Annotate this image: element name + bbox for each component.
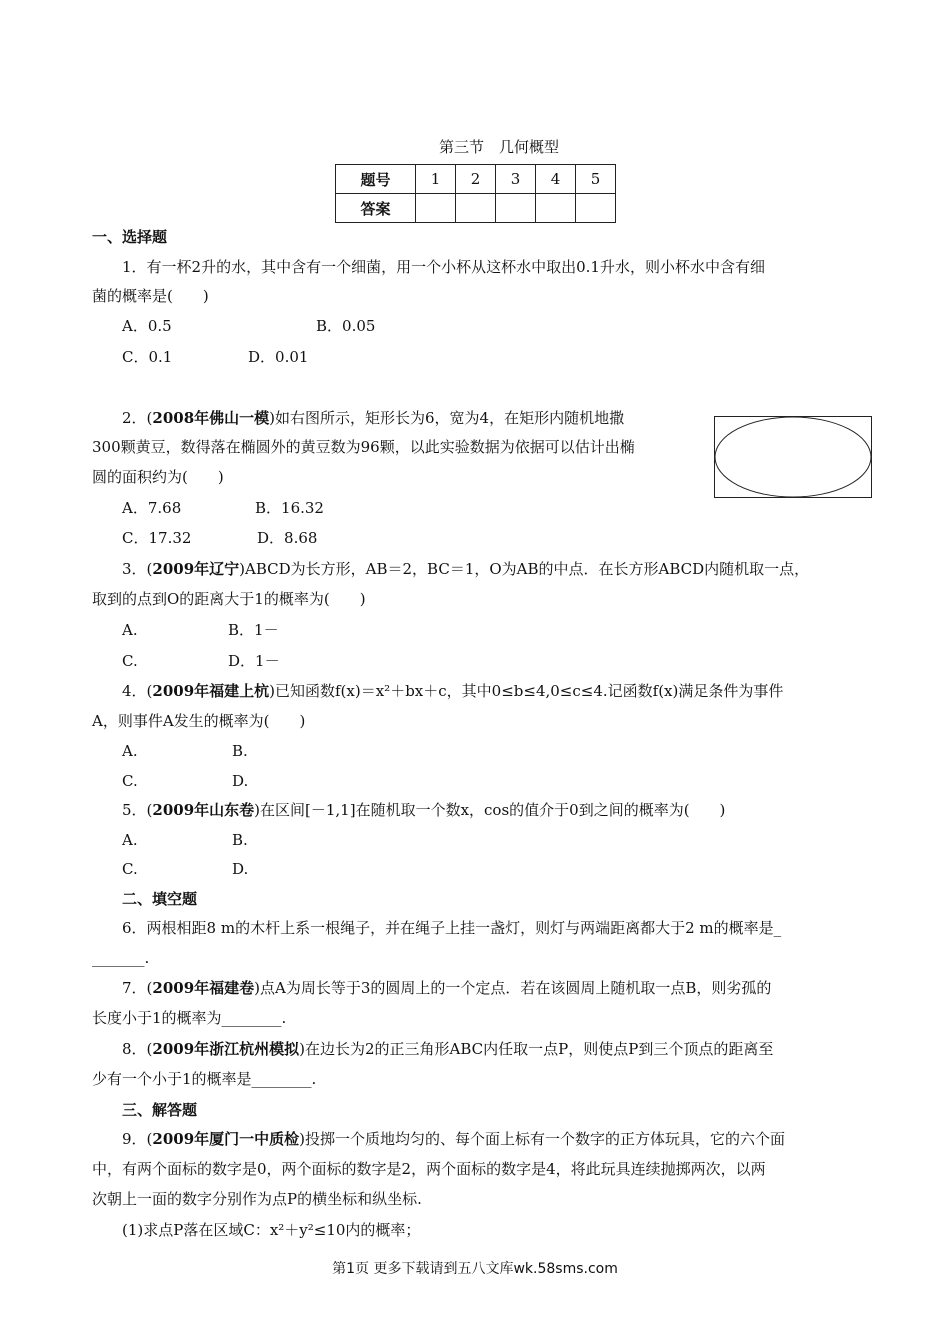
option-c: C．17.32 xyxy=(122,529,192,547)
option-c: C. xyxy=(122,652,138,670)
question-3-line xyxy=(122,559,809,579)
section-heading: 三、解答题 xyxy=(122,1101,198,1119)
option-a: A．0.5 xyxy=(122,317,172,335)
question-number: 9．( xyxy=(122,1130,153,1148)
option-a: A. xyxy=(122,831,138,849)
question-number-cell: 4 xyxy=(536,165,576,194)
question-number: 4．( xyxy=(122,682,153,700)
table-header-cell: 题号 xyxy=(336,165,416,194)
table-row xyxy=(336,194,616,223)
option-b: B．0.05 xyxy=(316,317,376,335)
question-8-line xyxy=(122,1039,773,1059)
question-source: 2009年山东卷 xyxy=(152,801,255,819)
page-footer: 第1页 更多下载请到五八文库wk.58sms.com xyxy=(332,1261,618,1277)
option-a: A. xyxy=(122,742,138,760)
section-heading: 二、填空题 xyxy=(122,890,198,908)
question-3-line: 取到的点到O的距离大于1的概率为( ) xyxy=(92,590,366,608)
question-text: )ABCD为长方形，AB＝2，BC＝1，O为AB的中点．在长方形ABCD内随机取一点， xyxy=(239,560,810,578)
question-text: )已知函数f(x)＝x²＋bx＋c，其中0≤b≤4,0≤c≤4.记函数f(x)满足条件为事件 xyxy=(269,682,784,700)
question-source: 2008年佛山一模 xyxy=(152,409,270,427)
question-number: 5．( xyxy=(122,801,153,819)
question-text: )在区间[－1,1]在随机取一个数x，cos的值介于0到之间的概率为( ) xyxy=(254,801,726,819)
question-1-line: 菌的概率是( ) xyxy=(92,287,209,305)
question-6-line: _______. xyxy=(92,949,150,967)
question-source: 2009年浙江杭州模拟 xyxy=(152,1040,300,1058)
question-9-line: 次朝上一面的数字分别作为点P的横坐标和纵坐标. xyxy=(92,1190,422,1208)
question-text: )点A为周长等于3的圆周上的一个定点．若在该圆周上随机取一点B，则劣孤的 xyxy=(254,979,772,997)
answer-cell xyxy=(416,194,456,223)
option-d: D．8.68 xyxy=(257,529,318,547)
answer-cell xyxy=(576,194,616,223)
option-d: D．1－ xyxy=(228,652,280,670)
question-number: 3．( xyxy=(122,560,153,578)
question-6-line: 6．两根相距8 m的木杆上系一根绳子，并在绳子上挂一盏灯，则灯与两端距离都大于2 m的概率是_ xyxy=(122,919,782,937)
question-5-line xyxy=(122,800,725,820)
question-text: )投掷一个质地均匀的、每个面上标有一个数字的正方体玩具，它的六个面 xyxy=(299,1130,786,1148)
question-9-line: 中，有两个面标的数字是0，两个面标的数字是2，两个面标的数字是4，将此玩具连续抛掷两次，以两 xyxy=(92,1160,766,1178)
option-b: B. xyxy=(232,831,248,849)
table-row xyxy=(336,165,616,194)
question-2-line: 300颗黄豆，数得落在椭圆外的黄豆数为96颗，以此实验数据为依据可以估计出椭 xyxy=(92,438,635,456)
answer-cell xyxy=(496,194,536,223)
option-c: C. xyxy=(122,772,138,790)
question-2-line: 圆的面积约为( ) xyxy=(92,468,224,486)
answer-table xyxy=(335,164,616,223)
option-c: C．0.1 xyxy=(122,348,173,366)
question-number: 8．( xyxy=(122,1040,153,1058)
option-a: A. xyxy=(122,621,138,639)
question-7-line xyxy=(122,978,771,998)
option-b: B．1－ xyxy=(228,621,279,639)
question-text: )在边长为2的正三角形ABC内任取一点P，则使点P到三个顶点的距离至 xyxy=(299,1040,774,1058)
question-source: 2009年厦门一中质检 xyxy=(152,1130,300,1148)
question-1-line: 1．有一杯2升的水，其中含有一个细菌，用一个小杯从这杯水中取出0.1升水，则小杯水中含有细 xyxy=(122,258,765,276)
answer-cell xyxy=(536,194,576,223)
question-text: )如右图所示，矩形长为6，宽为4，在矩形内随机地撒 xyxy=(269,409,625,427)
option-d: D. xyxy=(232,860,249,878)
rectangle-ellipse-figure xyxy=(714,416,872,498)
answer-cell xyxy=(456,194,496,223)
question-number-cell: 3 xyxy=(496,165,536,194)
option-d: D. xyxy=(232,772,249,790)
question-number-cell: 5 xyxy=(576,165,616,194)
question-source: 2009年辽宁 xyxy=(152,560,240,578)
option-b: B. xyxy=(232,742,248,760)
table-header-cell: 答案 xyxy=(336,194,416,223)
question-7-line: 长度小于1的概率为________. xyxy=(92,1009,287,1027)
question-source: 2009年福建上杭 xyxy=(152,682,270,700)
question-number: 7．( xyxy=(122,979,153,997)
question-number: 2．( xyxy=(122,409,153,427)
question-number-cell: 1 xyxy=(416,165,456,194)
option-d: D．0.01 xyxy=(248,348,309,366)
question-4-line: A，则事件A发生的概率为( ) xyxy=(92,712,306,730)
page-title: 第三节 几何概型 xyxy=(438,138,559,156)
question-4-line xyxy=(122,681,783,701)
question-9-line xyxy=(122,1129,785,1149)
question-2-line xyxy=(122,408,624,428)
option-a: A．7.68 xyxy=(122,499,182,517)
question-source: 2009年福建卷 xyxy=(152,979,255,997)
question-number-cell: 2 xyxy=(456,165,496,194)
question-8-line: 少有一个小于1的概率是________. xyxy=(92,1070,317,1088)
option-c: C. xyxy=(122,860,138,878)
ellipse-shape xyxy=(715,417,871,497)
option-b: B．16.32 xyxy=(255,499,324,517)
question-9-subquestion: (1)求点P落在区域C：x²＋y²≤10内的概率； xyxy=(122,1221,421,1239)
section-heading: 一、选择题 xyxy=(92,228,168,246)
